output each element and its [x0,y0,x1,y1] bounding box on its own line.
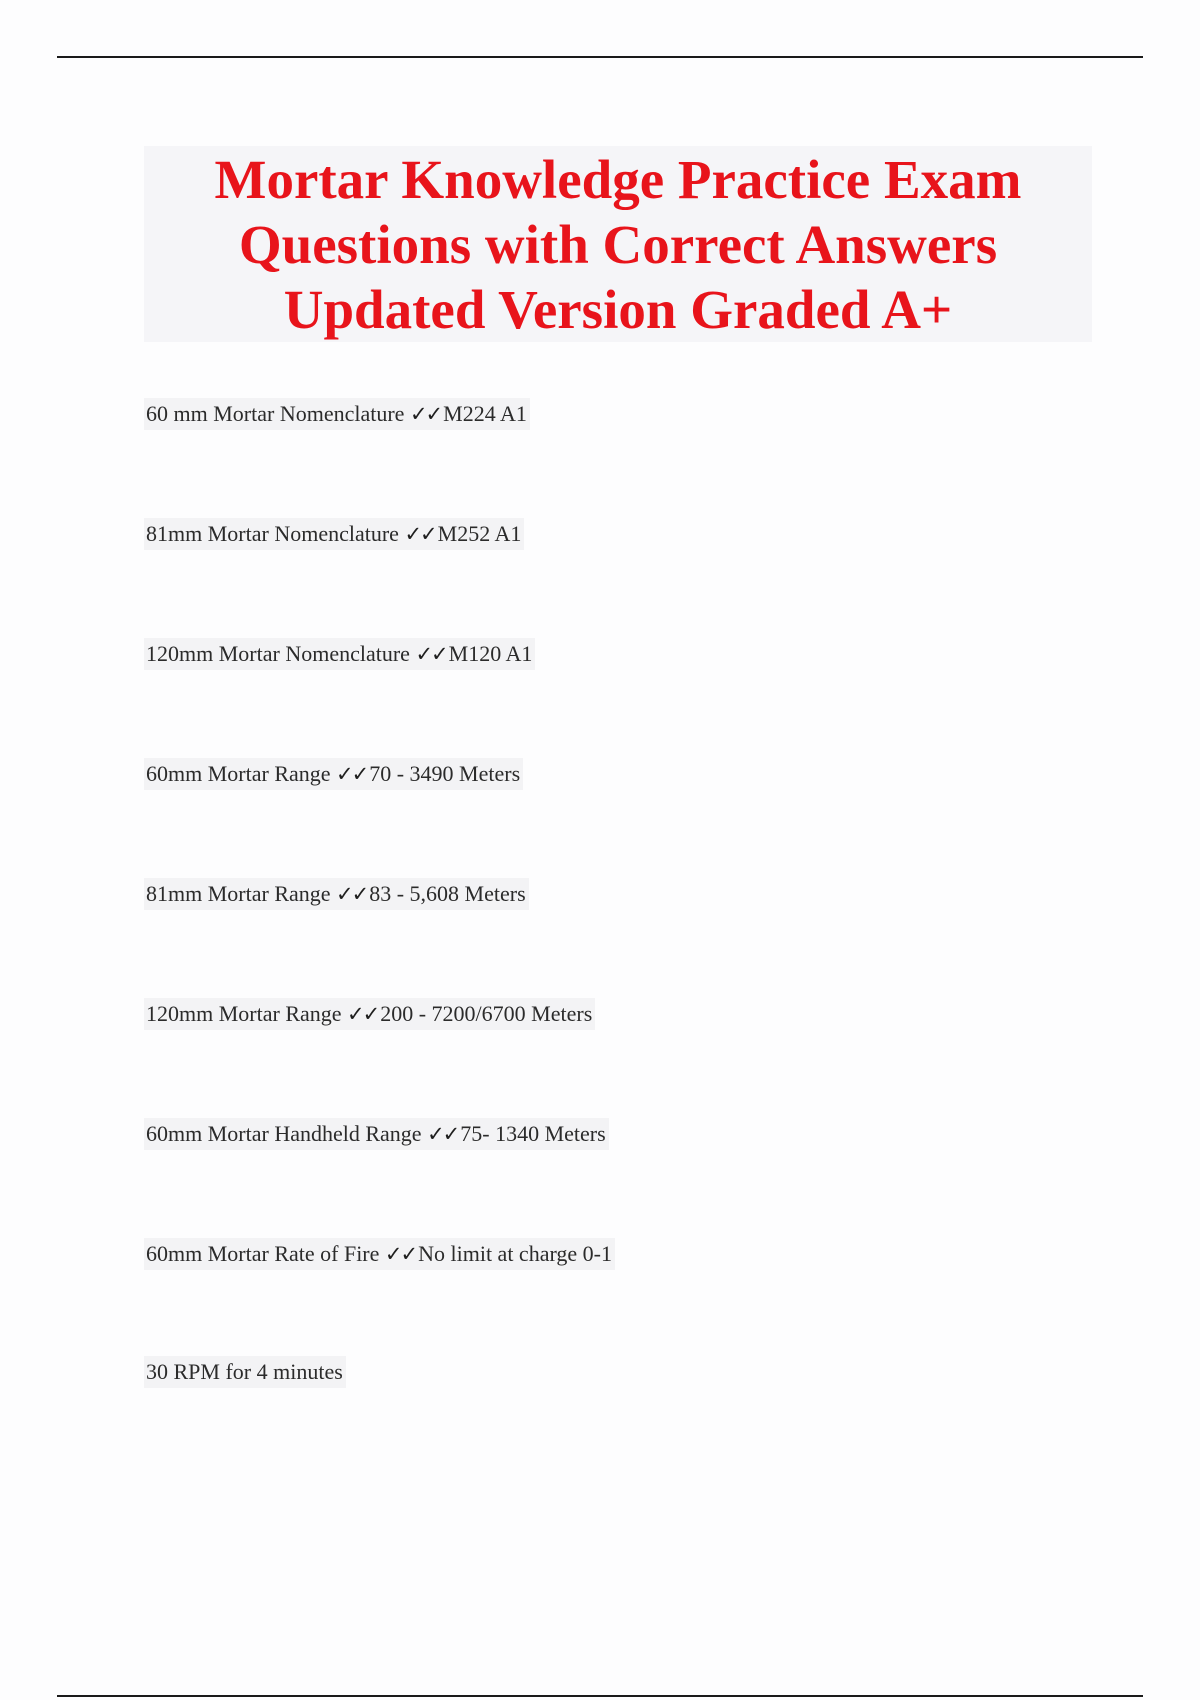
question-text: 120mm Mortar Range [146,1001,348,1026]
question-text: 81mm Mortar Nomenclature [146,521,405,546]
double-check-icon: ✓✓ [404,522,436,546]
question-text: 60mm Mortar Range [146,761,337,786]
question-text: 81mm Mortar Range [146,881,337,906]
answer-text: 200 - 7200/6700 Meters [380,1001,593,1026]
qa-item-8 [144,1238,615,1270]
qa-item-7 [144,1118,609,1150]
question-text: 60mm Mortar Handheld Range [146,1121,428,1146]
bottom-rule [57,1695,1143,1697]
qa-item-1 [144,398,530,430]
answer-text: M224 A1 [443,401,527,426]
top-rule [57,56,1143,58]
answer-text: M120 A1 [448,641,533,666]
qa-item-6 [144,998,595,1030]
answer-text: 70 - 3490 Meters [369,761,521,786]
qa-item-4 [144,758,523,790]
qa-item-5 [144,878,529,910]
title-block [144,146,1092,342]
question-text: 60 mm Mortar Nomenclature [146,401,410,426]
answer-text: M252 A1 [437,521,522,546]
double-check-icon: ✓✓ [347,1002,379,1026]
answer-text: 75- 1340 Meters [460,1121,606,1146]
qa-item-2 [144,518,524,550]
question-text: 60mm Mortar Rate of Fire [146,1241,385,1266]
answer-continuation: 30 RPM for 4 minutes [144,1356,346,1388]
double-check-icon: ✓✓ [427,1122,459,1146]
title-line-2: Questions with Correct Answers [238,213,998,275]
double-check-icon: ✓✓ [409,402,442,426]
answer-text: 83 - 5,608 Meters [369,881,526,906]
double-check-icon: ✓✓ [336,882,368,906]
title-line-1: Mortar Knowledge Practice Exam [214,148,1022,210]
double-check-icon: ✓✓ [415,642,447,666]
double-check-icon: ✓✓ [336,762,368,786]
qa-item-3 [144,638,535,670]
answer-text: No limit at charge 0-1 [418,1241,612,1266]
title-line-3: Updated Version Graded A+ [283,278,953,340]
question-text: 120mm Mortar Nomenclature [146,641,416,666]
double-check-icon: ✓✓ [384,1242,417,1266]
